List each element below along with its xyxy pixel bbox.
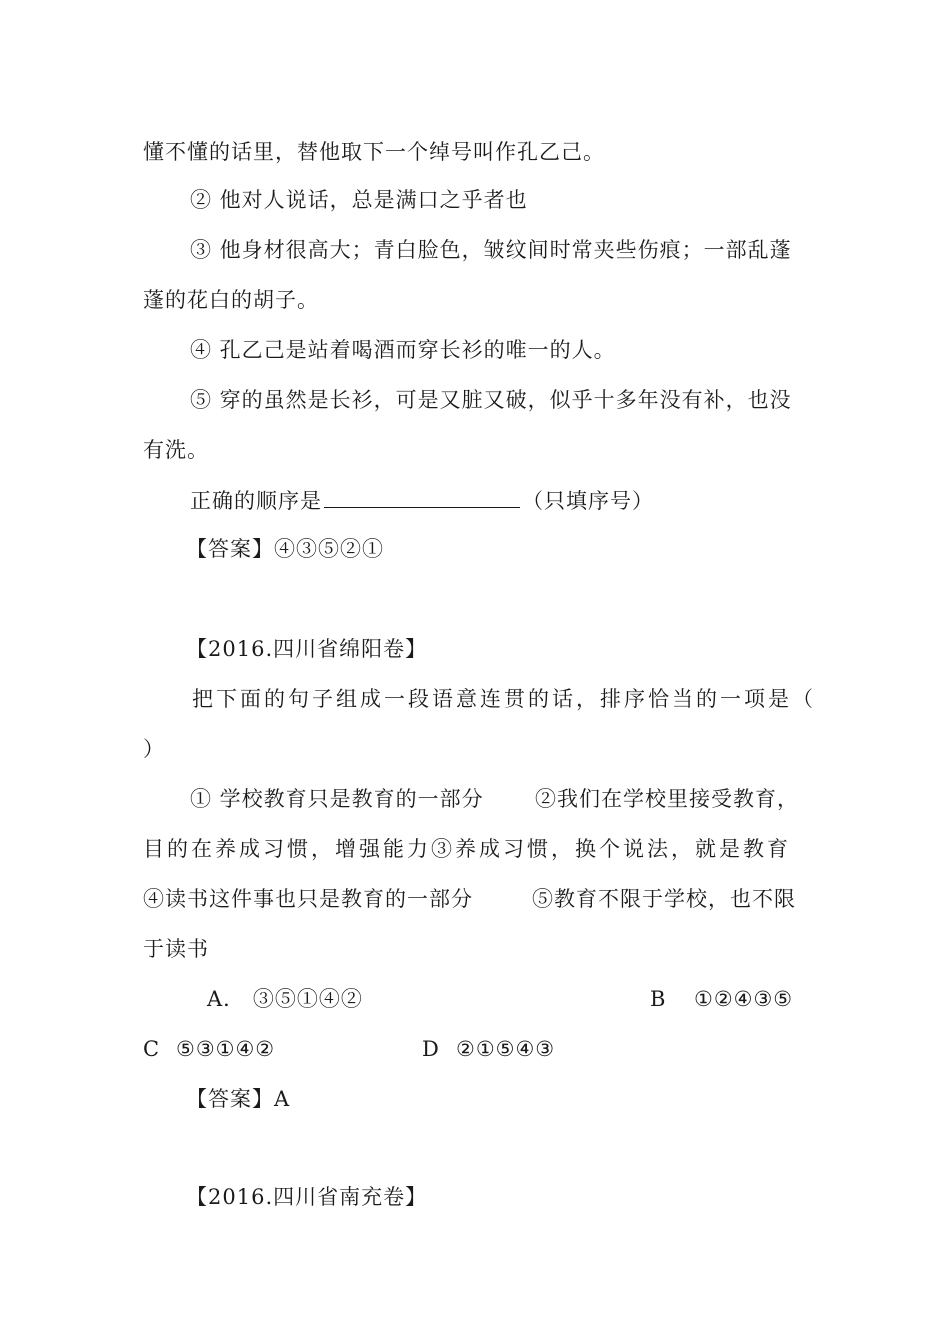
sentence-item-4: ④ 孔乙己是站着喝酒而穿长衫的唯一的人。 xyxy=(190,338,616,362)
question-source-mianyang: 【2016.四川省绵阳卷】 xyxy=(186,637,428,661)
sentence-4: ④读书这件事也只是教育的一部分 xyxy=(143,887,473,911)
sentence-2: ②我们在学校里接受教育， xyxy=(535,787,799,811)
paragraph-line: 懂不懂的话里，替他取下一个绰号叫作孔乙己。 xyxy=(143,140,605,164)
sentence-1: ① 学校教育只是教育的一部分 xyxy=(190,787,484,811)
option-d: ②①⑤④③ xyxy=(456,1037,556,1061)
sentence-item-3-cont: 蓬的花白的胡子。 xyxy=(143,288,319,312)
order-prompt: 正确的顺序是 xyxy=(190,489,322,513)
answer-1: 【答案】④③⑤②① xyxy=(186,537,384,561)
option-d-label: D xyxy=(422,1037,440,1061)
answer-2: 【答案】A xyxy=(186,1087,291,1111)
question-stem: 把下面的句子组成一段语意连贯的话，排序恰当的一项是（ xyxy=(192,687,816,711)
option-c-label: C xyxy=(143,1037,161,1061)
sentence-5-cont: 于读书 xyxy=(143,937,209,961)
question-stem-cont: ） xyxy=(143,737,165,761)
order-note: （只填序号） xyxy=(522,489,654,513)
option-a: A． ③⑤①④② xyxy=(207,987,363,1011)
option-b-label: B xyxy=(650,987,667,1011)
sentence-2-3: 目的在养成习惯，增强能力③养成习惯，换个说法，就是教育 xyxy=(143,837,791,861)
sentence-item-2: ② 他对人说话，总是满口之乎者也 xyxy=(190,188,528,212)
sentence-item-5-cont: 有洗。 xyxy=(143,438,209,462)
answer-blank xyxy=(324,485,520,508)
option-b: ①②④③⑤ xyxy=(694,987,794,1011)
question-source-nanchong: 【2016.四川省南充卷】 xyxy=(186,1185,428,1209)
sentence-item-5: ⑤ 穿的虽然是长衫，可是又脏又破，似乎十多年没有补，也没 xyxy=(190,388,792,412)
option-c: ⑤③①④② xyxy=(176,1037,276,1061)
order-question xyxy=(190,485,654,515)
sentence-5: ⑤教育不限于学校，也不限 xyxy=(532,887,796,911)
sentence-item-3: ③ 他身材很高大；青白脸色，皱纹间时常夹些伤痕；一部乱蓬 xyxy=(190,238,792,262)
